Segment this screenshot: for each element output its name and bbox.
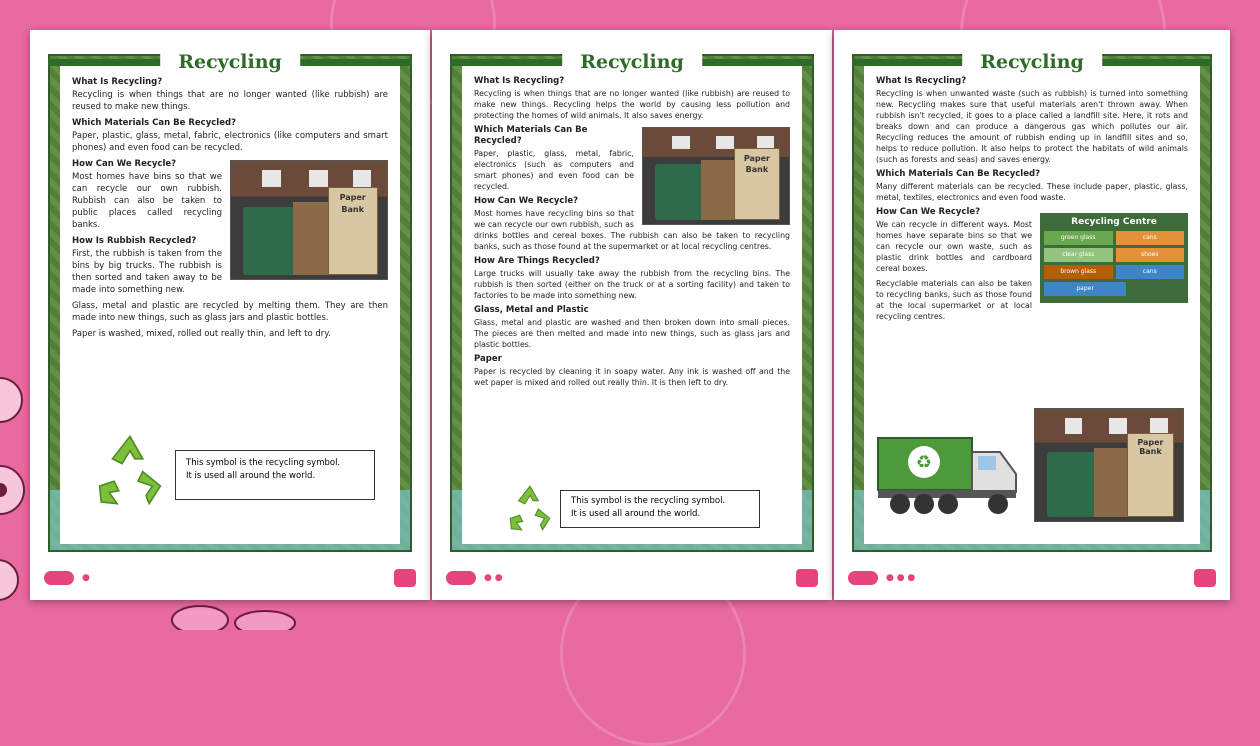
sign-title: Recycling Centre [1071,217,1157,227]
recycling-symbol-icon [90,430,170,510]
page-title: Recycling [962,48,1102,76]
section-text: Many different materials can be recycled. These include paper, plastic, glass, metal, textiles, electronics and even food waste. [876,182,1188,202]
sheet-footer [432,556,832,600]
difficulty-dots: ● [82,573,90,583]
section-text: Paper is recycled by cleaning it in soapy water. Any ink is washed off and the wet paper is mixed and rolled out really thin. It is then left to dry. [474,367,790,387]
recycling-symbol-icon [504,482,556,534]
flower-decoration-bottom [170,595,330,630]
section-heading: What Is Recycling? [474,76,565,86]
section-heading: Paper [474,354,502,364]
paper-bank-label: Paper Bank [1127,433,1174,517]
svg-text:♻: ♻ [915,452,933,473]
recycling-centre-sign [1040,213,1188,303]
recycling-bins-photo [642,127,790,225]
section-text: Large trucks will usually take away the rubbish from the recycling bins. The rubbish is then sorted (either on the truck or at a sorting facility) and taken to factories to be made into something new. [474,269,790,300]
sign-cell: brown glass [1044,265,1113,279]
section-text: Glass, metal and plastic are washed and then broken down into small pieces. The pieces are then melted and made into new things, such as glass jars and plastic bottles. [474,318,790,349]
sign-cell: cans [1116,265,1185,279]
section-heading: What Is Recycling? [72,77,163,87]
section-heading: Which Materials Can Be Recycled? [474,125,588,146]
section-heading: What Is Recycling? [876,76,967,86]
caption-line-2: It is used all around the world. [571,509,701,519]
sign-cell: cans [1116,231,1185,245]
recycling-symbol-caption [175,450,375,500]
section-text: Paper is washed, mixed, rolled out really thin, and left to dry. [72,329,331,339]
difficulty-dots: ● ● ● [886,573,916,583]
section-heading: How Can We Recycle? [474,196,579,206]
sheet-footer [30,556,430,600]
badge-icon [394,569,416,587]
section-heading: How Is Rubbish Recycled? [72,236,197,246]
flower-decoration-left [0,360,30,620]
section-text: Most homes have bins so that we can recycle our own rubbish. Rubbish can also be taken to public places called recycling banks. [72,172,222,230]
section-text: We can recycle in different ways. Most homes have separate bins so that we can recycle our own waste, such as plastic drink bottles and cardboard cereal boxes. [876,220,1032,273]
recycling-symbol-caption [560,490,760,528]
caption-line-1: This symbol is the recycling symbol. [571,496,726,506]
section-heading: How Can We Recycle? [876,207,981,217]
section-heading: Which Materials Can Be Recycled? [876,169,1040,179]
worksheet-2 [432,30,832,600]
section-text: Recycling is when unwanted waste (such as rubbish) is turned into something new. Recycling makes sure that useful materials aren't thrown away. When rubbish isn't recycled, it goes to a place called a landfill site. Here, it rots and breaks down and can produce a dangerous gas which pollutes our air. Recycling reduces the amount of rubbish ending up in landfill sites and so, helps to reduce pollution. It also helps to protect the habitats of wild animals (such as forests and seas) and saves energy. [876,89,1188,164]
twinkl-logo-icon [446,571,476,585]
section-text: Most homes have recycling bins so that we can recycle our own rubbish, such as drinks bottles and cereal boxes. The rubbish can also be taken to recycling banks, such as those found at the supermarket or at local recycling centres. [474,209,790,251]
worksheet-3 [834,30,1230,600]
section-text: Recyclable materials can also be taken to recycling banks, such as those found at the local supermarket or at local recycling centres. [876,279,1032,321]
section-heading: How Can We Recycle? [72,159,177,169]
sign-cell: clear glass [1044,248,1113,262]
page-title: Recycling [562,48,702,76]
recycling-bins-photo [1034,408,1184,522]
caption-line-1: This symbol is the recycling symbol. [186,458,341,468]
section-heading: Glass, Metal and Plastic [474,305,589,315]
section-text: Paper, plastic, glass, metal, fabric, electronics (like computers and smart phones) and even food can be recycled. [72,131,388,153]
section-heading: Which Materials Can Be Recycled? [72,118,236,128]
recycling-bins-photo [230,160,388,280]
section-text: Recycling is when things that are no longer wanted (like rubbish) are reused to make new things. Recycling helps the world by causing less pollution and protecting the homes of wild animals. It also saves energy. [474,89,790,120]
sheet-content [462,66,802,544]
section-text: Paper, plastic, glass, metal, fabric, electronics (such as computers and smart phones) and even food can be recycled. [474,149,634,191]
section-text: Recycling is when things that are no longer wanted (like rubbish) are reused to make new things. [72,90,388,112]
page-title: Recycling [160,48,300,76]
badge-icon [796,569,818,587]
sign-cell: paper [1044,282,1126,296]
paper-bank-label: Paper Bank [328,187,378,276]
twinkl-logo-icon [848,571,878,585]
sign-cell: shoes [1116,248,1185,262]
sign-cell: green glass [1044,231,1113,245]
section-text: Glass, metal and plastic are recycled by melting them. They are then made into new things, such as glass jars and plastic bottles. [72,301,388,323]
paper-bank-label: Paper Bank [734,148,781,220]
caption-line-2: It is used all around the world. [186,471,316,481]
twinkl-logo-icon [44,571,74,585]
badge-icon [1194,569,1216,587]
difficulty-dots: ● ● [484,573,503,583]
worksheet-1 [30,30,430,600]
recycling-truck-icon [874,430,1024,520]
section-text: First, the rubbish is taken from the bins by big trucks. The rubbish is then sorted and taken away to be made into something new. [72,249,222,295]
sheet-footer [834,556,1230,600]
section-heading: How Are Things Recycled? [474,256,600,266]
